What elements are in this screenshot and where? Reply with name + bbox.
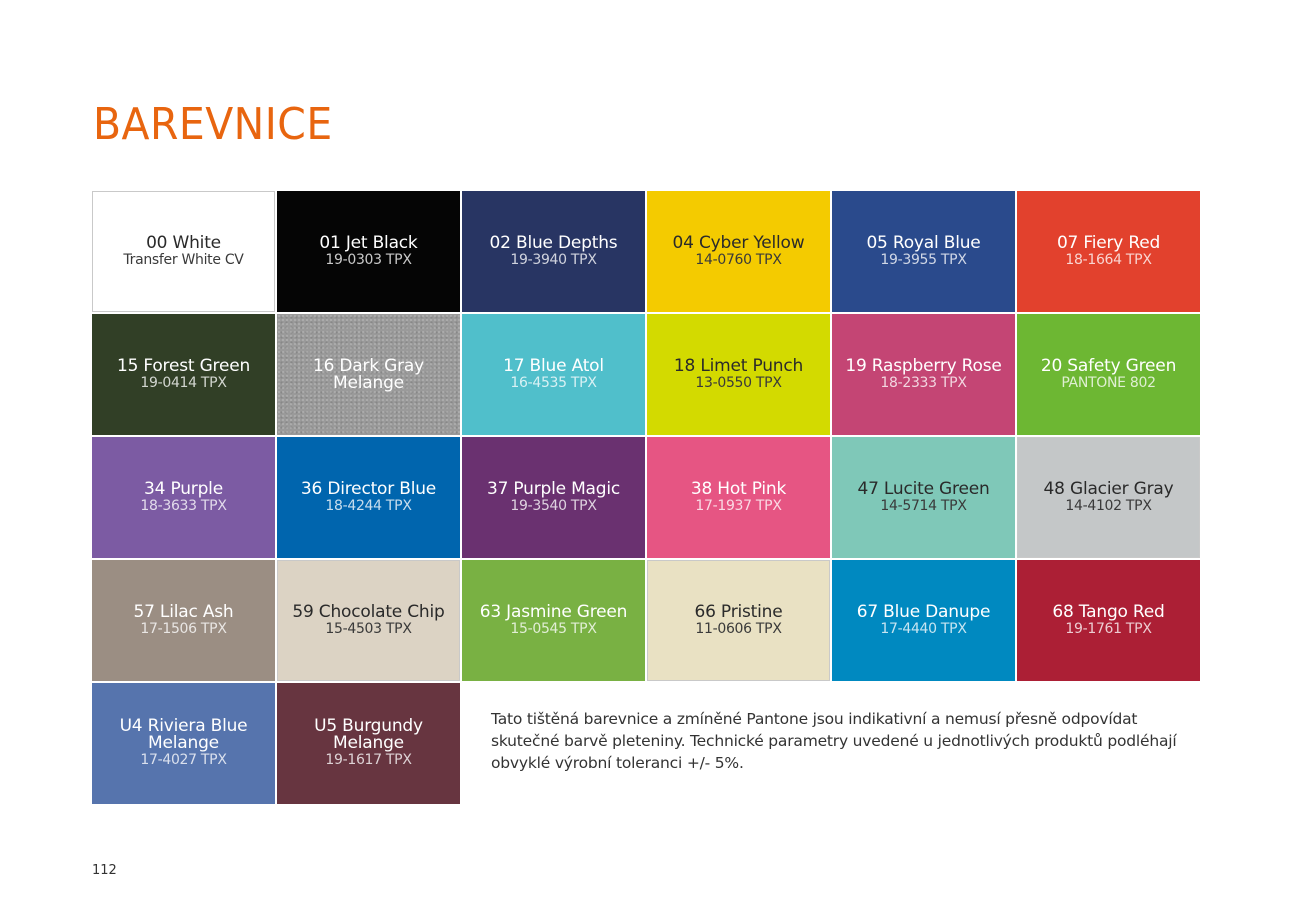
swatch-pantone-code: 15-0545 TPX [510,620,597,637]
color-swatch [277,560,460,681]
color-swatch [1017,560,1200,681]
swatch-name: 59 Chocolate Chip [292,601,445,622]
color-swatch [462,314,645,435]
color-swatch [647,437,830,558]
swatch-name: U4 Riviera Blue Melange [119,716,248,753]
swatch-pantone-code: 14-4102 TPX [1065,497,1152,514]
swatch-name: 67 Blue Danupe [856,601,991,622]
swatch-pantone-code: 17-1506 TPX [140,620,227,637]
swatch-pantone-code: 16-4535 TPX [510,374,597,391]
page-title: BAREVNICE [93,99,333,150]
swatch-name: 19 Raspberry Rose [845,355,1002,376]
swatch-name: 37 Purple Magic [486,478,621,499]
swatch-name: 01 Jet Black [319,232,418,253]
color-swatch [92,437,275,558]
swatch-name: 05 Royal Blue [866,232,981,253]
color-swatch [277,683,460,804]
swatch-name: 02 Blue Depths [489,232,618,253]
color-swatch [1017,314,1200,435]
color-swatch [462,437,645,558]
color-swatch [647,191,830,312]
swatch-pantone-code: 19-3940 TPX [510,251,597,268]
color-swatch [832,314,1015,435]
color-swatch [92,314,275,435]
swatch-pantone-code: 14-5714 TPX [880,497,967,514]
color-swatch [647,314,830,435]
color-swatch [277,191,460,312]
swatch-pantone-code: 17-4027 TPX [140,752,227,768]
swatch-name: 17 Blue Atol [503,355,604,376]
swatch-pantone-code: 17-1937 TPX [695,497,782,514]
swatch-pantone-code: 18-2333 TPX [880,374,967,391]
swatch-name: 47 Lucite Green [857,478,990,499]
color-swatch [92,560,275,681]
swatch-pantone-code: 15-4503 TPX [325,620,412,637]
color-swatch [92,683,275,804]
swatch-name: 48 Glacier Gray [1043,478,1174,499]
color-swatch [1017,191,1200,312]
swatch-pantone-code: 19-3540 TPX [510,497,597,514]
swatch-pantone-code: 19-0303 TPX [325,251,412,268]
color-swatch [832,560,1015,681]
color-swatch [92,191,275,312]
swatch-pantone-code: 19-1761 TPX [1065,620,1152,637]
disclaimer-text: Tato tištěná barevnice a zmíněné Pantone jsou indikativní a nemusí přesně odpovídat skutečné barvě pleteniny. Technické parametry uvedené u jednotlivých produktů podléhají obvyklé výrobní toleranci +/- 5%. [491,710,1177,772]
swatch-name: 63 Jasmine Green [479,601,628,622]
swatch-name: U5 Burgundy Melange [314,716,423,753]
color-swatch [832,191,1015,312]
swatch-pantone-code: 14-0760 TPX [695,251,782,268]
swatch-pantone-code: 18-4244 TPX [325,497,412,514]
swatch-pantone-code: 18-1664 TPX [1065,251,1152,268]
swatch-name: 18 Limet Punch [673,355,804,376]
swatch-name: 38 Hot Pink [690,478,787,499]
color-swatch [832,437,1015,558]
swatch-name: 07 Fiery Red [1056,232,1161,253]
swatch-name: 66 Pristine [694,601,783,622]
color-swatch [462,560,645,681]
swatch-pantone-code: 18-3633 TPX [140,497,227,514]
swatch-pantone-code: 13-0550 TPX [695,374,782,391]
swatch-pantone-code: PANTONE 802 [1061,374,1156,391]
swatch-name: 20 Safety Green [1040,355,1177,376]
swatch-name: 04 Cyber Yellow [672,232,805,253]
color-swatch [277,314,460,435]
swatch-pantone-code: 17-4440 TPX [880,620,967,637]
swatch-name: 00 White [146,232,221,253]
swatch-pantone-code: 19-0414 TPX [140,374,227,391]
page-number: 112 [92,863,117,878]
color-swatch [277,437,460,558]
swatch-name: 57 Lilac Ash [133,601,234,622]
swatch-name: 34 Purple [144,478,223,499]
color-swatch [647,560,830,681]
swatch-pantone-code: 19-1617 TPX [325,752,412,768]
swatch-name: 36 Director Blue [300,478,437,499]
swatch-name: 68 Tango Red [1052,601,1165,622]
color-swatch [462,191,645,312]
swatch-name: 15 Forest Green [116,355,251,376]
swatch-pantone-code: 11-0606 TPX [695,620,782,637]
swatch-pantone-code: Transfer White CV [123,251,244,268]
color-swatch [1017,437,1200,558]
swatch-name: 16 Dark Gray Melange [312,355,425,393]
swatch-pantone-code: 19-3955 TPX [880,251,967,268]
